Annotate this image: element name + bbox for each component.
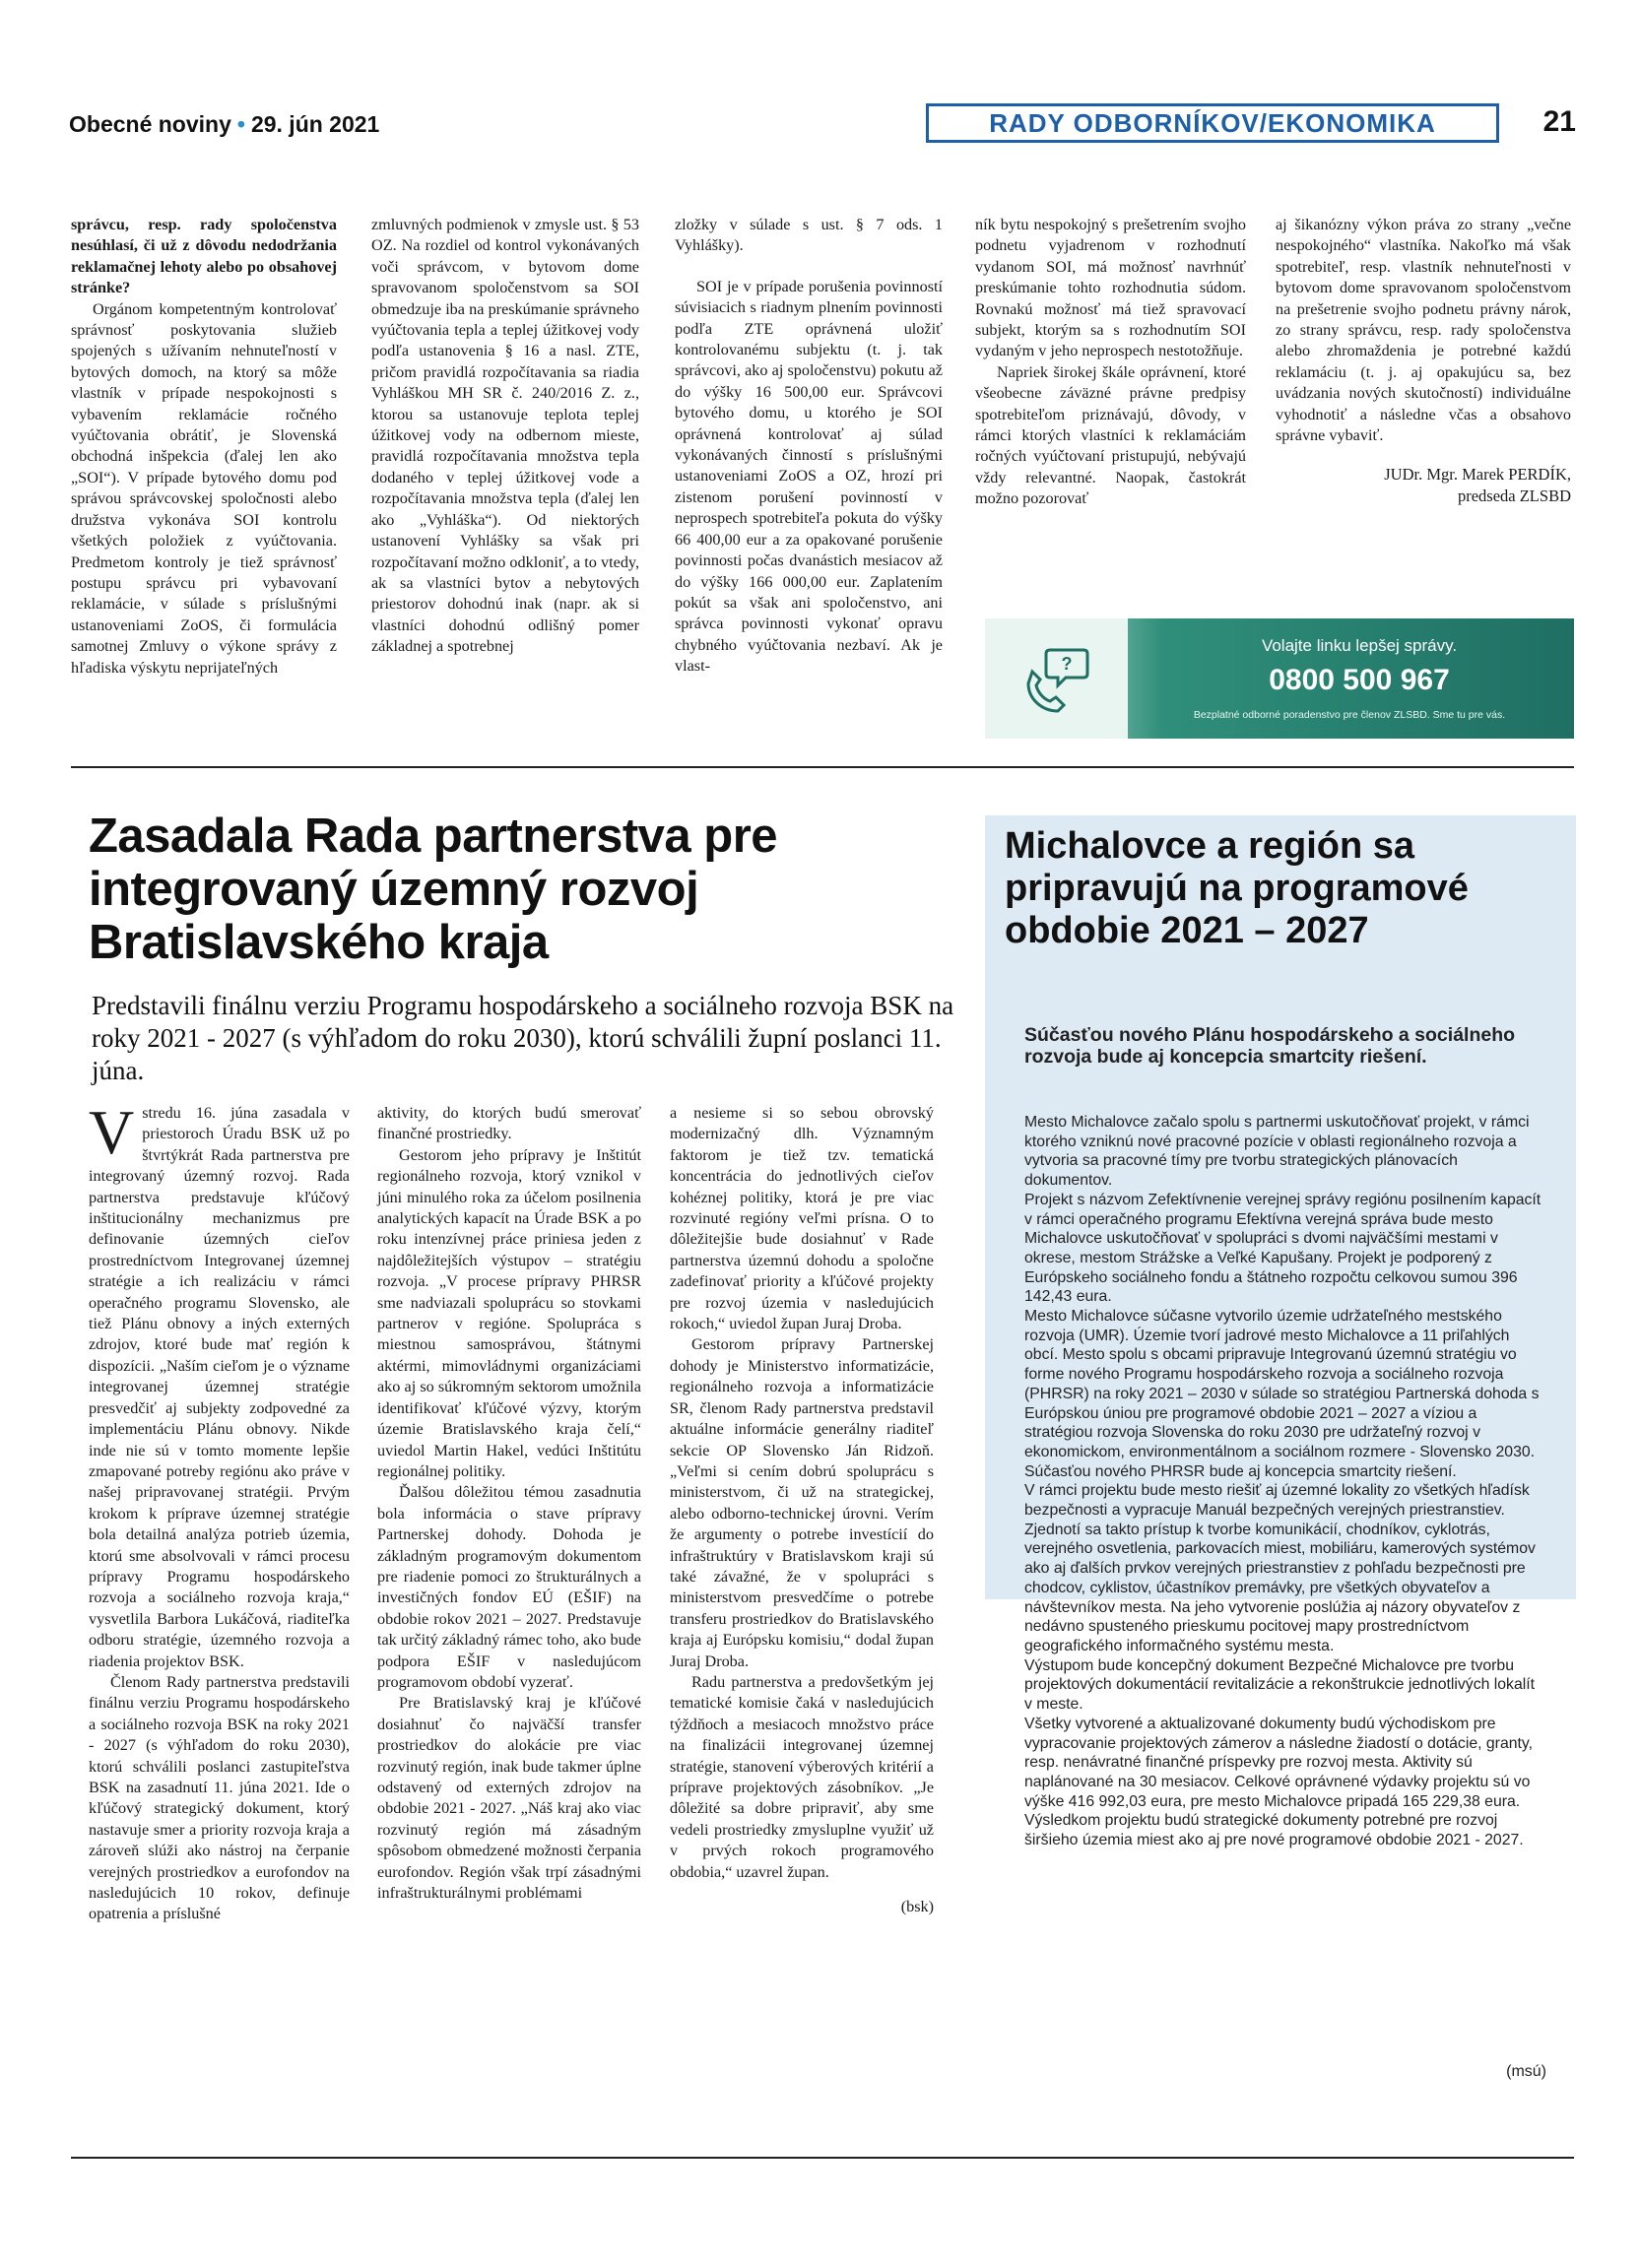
signature-name: JUDr. Mgr. Marek PERDÍK, [1384,465,1571,485]
paragraph: aktivity, do ktorých budú smerovať finančné prostriedky. [377,1104,641,1143]
paragraph: správcu, resp. rady spoločenstva nesúhlasí, či už z dôvodu nedodržania reklamačnej lehoty alebo po obsahovej stránke? [71,216,337,297]
paragraph: Gestorom prípravy Partnerskej dohody je Ministerstvo informatizácie, regionálneho rozvoja a informatizácie SR, členom Rady partnerstva predstavil aktuálne informácie generálny riaditeľ sekcie OP Slovensko Ján Ridzoň. „Veľmi si cením dobrú spoluprácu s ministerstvom, či už na strategickej, alebo odborno-technickej úrovni. Verím že argumenty o potrebe investícií do infraštruktúry v Bratislavskom kraji sú také závažné, že v spolupráci s ministerstvom presvedčíme o potrebe transferu prostriedkov do Bratislavského kraja aj Európsku komisiu,“ dodal župan Juraj Droba. [670,1335,934,1670]
paragraph: zmluvných podmienok v zmysle ust. § 53 OZ. Na rozdiel od kontrol vykonávaných voči správcom, v bytovom dome spravovanom spoločenstvom sa SOI obmedzuje iba na preskúmanie správneho vyúčtovania tepla a teplej úžitkovej vody podľa ustanovenia § 16 a nasl. ZTE, pričom pravidlá rozpočítavania sa riadia Vyhláškou MH SR č. 240/2016 Z. z., ktorou sa ustanovuje teplota teplej úžitkovej vody na odbernom mieste, pravidlá rozpočítavania množstva tepla dodaného v teplej úžitkovej vode a rozpočítavania množstva tepla (ďalej len ako „Vyhláška“). Od niektorých ustanovení Vyhlášky sa však pri rozpočítavaní možno odkloniť, a to vtedy, ak sa vlastníci bytov a nebytových priestorov dohodnú inak (napr. ak si vlastníci dohodnú odlišný pomer základnej a spotrebnej [371,216,639,656]
paragraph: Napriek širokej škále oprávnení, ktoré všeobecne záväzné právne predpisy spotrebiteľom priznávajú, dôvody, v rámci ktorých vlastníci k reklamáciám ročných vyúčtovaní pristupujú, nebývajú vždy relevantné. Naopak, častokrát možno pozorovať [975,362,1246,508]
sidebar-body [1024,1113,1546,1850]
paragraph: Výstupom bude koncepčný dokument Bezpečné Michalovce pre tvorbu projektových dokumentácií revitalizácie a rekonštrukcie jednotlivých lokalít v meste. [1024,1656,1536,1714]
section-divider [71,766,1574,768]
paragraph: a nesieme si so sebou obrovský modernizačný dlh. Významným faktorom je tiež tzv. tematická koncentrácia do jednotlivých cieľov kohéznej politiky, ktorá je pre viac rozvinuté regióny veľmi prísna. O to dôležitejšie bude dosiahnuť v Rade partnerstva územnú dohodu a spoločne zadefinovať priority a kľúčové projekty pre rozvoj územia v nasledujúcich rokoch,“ uviedol župan Juraj Droba. [670,1104,934,1333]
main-article-col-2 [377,1103,641,1904]
banner-note: Bezplatné odborné poradenstvo pre členov ZLSBD. Sme tu pre vás. [1193,709,1506,721]
paragraph: Projekt s názvom Zefektívnenie verejnej správy regiónu posilnením kapacít v rámci operačného programu Efektívna verejná správa bude mesto Michalovce uskutočňovať v spolupráci s dvomi najväčšími mestami v okrese, mestom Strážske a Veľké Kapušany. Projekt je podporený z Európskeho sociálneho fondu a štátneho rozpočtu celkovou sumou 396 142,43 eura. [1024,1191,1542,1306]
top-article-col-4 [975,215,1246,510]
bottom-divider [71,2157,1574,2159]
banner-tagline: Volajte linku lepšej správy. [1261,636,1458,655]
paragraph: Pre Bratislavský kraj je kľúčové dosiahnuť čo najväčší transfer prostriedkov do alokácie pre viac rozvinutý región, inak bude takmer úplne odstavený od externých zdrojov na obdobie 2021 - 2027. „Náš kraj ako viac rozvinutý región má zásadným spôsobom obmedzené možnosti čerpania eurofondov. Región však trpí zásadnými infraštrukturálnymi problémami [377,1694,641,1903]
paragraph: aj šikanózny výkon práva zo strany „večne nespokojného“ vlastníka. Nakoľko má však spotrebiteľ, resp. vlastník nehnuteľnosti v bytovom dome spravovanom spoločenstvom na prešetrenie svojho podnetu právny nárok, zo strany správcu, resp. rady spoločenstva alebo zhromaždenia je potrebné každú reklamáciu (t. j. aj opakujúcu sa, bez uvádzania nových skutočností) individuálne vyhodnotiť a následne včas a obsahovo správne vybaviť. [1276,216,1571,445]
top-article-col-2 [371,215,639,658]
top-article-col-3 [675,215,943,678]
top-article-col-1 [71,215,337,679]
phone-chat-icon [1015,640,1093,719]
bullet-dot-icon: • [236,111,245,137]
paragraph: V rámci projektu bude mesto riešiť aj územné lokality zo všetkých hľadísk bezpečnosti a vypracuje Manuál bezpečných verejných priestranstiev. Zjednotí sa takto prístup k tvorbe komunikácií, chodníkov, cyklotrás, verejného osvetlenia, parkovacích miest, mobiliáru, kamerových systémov ako aj ďalších prvkov verejných priestranstiev z pohľadu bezpečnosti pre chodcov, cyklistov, účastníkov premávky, pre všetkých obyvateľov a návštevníkov mesta. Na jeho vytvorenie poslúžia aj názory obyvateľov z nedávno spusteného prieskumu pocitovej mapy prostredníctvom geografického informačného systému mesta. [1024,1482,1536,1654]
paragraph: zložky v súlade s ust. § 7 ods. 1 Vyhlášky). [675,216,943,255]
main-lede: Predstavili finálnu verziu Programu hospodárskeho a sociálneho rozvoja BSK na roky 2021 - 2027 (s výhľadom do roku 2030), ktorú schválili župní poslanci 11. júna. [92,991,954,1085]
issue-date: 29. jún 2021 [250,111,380,137]
page-header [69,103,1576,143]
hotline-banner[interactable] [985,618,1574,739]
main-article-col-1 [89,1097,350,1925]
paragraph: Radu partnerstva a predovšetkým jej tematické komisie čaká v nasledujúcich týždňoch a mesiacoch množstvo práce na finalizácii integrovanej územnej stratégie, stanovení výberových kritérií a príprave projektových zásobníkov. „Je dôležité sa dobre pripraviť, aby sme vedeli prostriedky zmysluplne využiť už v prvých rokoch programového obdobia,“ uzavrel župan. [670,1672,934,1881]
section-label: RADY ODBORNÍKOV/EKONOMIKA [926,103,1499,143]
paragraph: Ďalšou dôležitou témou zasadnutia bola informácia o stave prípravy Partnerskej dohody. Dohoda je základným programovým dokumentom pre riadenie pomoci zo štrukturálnych a investičných fondov EÚ (EŠIF) na obdobie rokov 2021 – 2027. Predstavuje tak určitý základný rámec toho, ako bude podpora EŠIF v nasledujúcom programovom období vyzerať. [377,1483,641,1691]
paragraph: Orgánom kompetentným kontrolovať správnosť poskytovania služieb spojených s užívaním nehnuteľností v bytových domoch, na ktorý sa môže vlastník v prípade nespokojnosti s vybavením reklamácie ročného vyúčtovania obrátiť, je Slovenská obchodná inšpekcia (ďalej len ako „SOI“). V prípade bytového domu pod správou správcovskej spoločnosti alebo družstva vykonáva SOI kontrolu všetkých položiek z vyúčtovania. Predmetom kontroly je tiež správnosť postupu správcu pri vybavovaní reklamácie, v súlade s príslušnými ustanoveniami ZoOS, či formulácia samotnej Zmluvy o výkone správy z hľadiska výskytu neprijateľných [71,299,337,677]
sidebar-credit: (msú) [1506,2063,1546,2080]
paragraph: Všetky vytvorené a aktualizované dokumenty budú východiskom pre vypracovanie projektových zámerov a následne žiadostí o dotácie, granty, resp. nenávratné finančné príspevky pre rozvoj mesta. Aktivity sú naplánované na 30 mesiacov. Celkové oprávnené výdavky projektu sú vo výške 416 992,03 eura, pre mesto Michalovce pripadá 165 229,38 eura. [1024,1715,1534,1810]
sidebar-title: Michalovce a región sa pripravujú na programové obdobie 2021 – 2027 [1005,825,1469,951]
paragraph: Výsledkom projektu budú strategické dokumenty potrebné pre rozvoj širšieho územia miest ako aj pre nové programové obdobie 2021 - 2027. [1024,1812,1524,1849]
newspaper-name: Obecné noviny [69,111,231,137]
masthead [69,111,379,138]
page-number: 21 [1542,105,1576,138]
paragraph: Členom Rady partnerstva predstavili finálnu verziu Programu hospodárskeho a sociálneho rozvoja BSK na roky 2021 - 2027 (s výhľadom do roku 2030), ktorú schválili poslanci zastupiteľstva BSK na zasadnutí 11. júna 2021. Ide o kľúčový strategický dokument, ktorý nastavuje smer a priority rozvoja kraja a zároveň slúži ako nástroj na čerpanie verejných prostriedkov a eurofondov na nasledujúcich 10 rokov, definuje opatrenia a príslušné [89,1672,350,1923]
signature-role: predseda ZLSBD [1457,486,1571,506]
article-credit: (bsk) [900,1898,934,1916]
paragraph: Mesto Michalovce začalo spolu s partnermi uskutočňovať projekt, v rámci ktorého vzniknú nové pracovné pozície v oblasti regionálneho rozvoja a vytvoria sa pracovné tímy pre tvorbu strategických plánovacích dokumentov. [1024,1114,1530,1190]
main-article-col-3 [670,1103,934,1917]
svg-text:?: ? [1061,654,1073,674]
sidebar-subtitle: Súčasťou nového Plánu hospodárskeho a sociálneho rozvoja bude aj koncepcia smartcity riešení. [1024,1024,1516,1068]
main-headline: Zasadala Rada partnerstva pre integrovaný územný rozvoj Bratislavského kraja [89,810,778,969]
paragraph: ník bytu nespokojný s prešetrením svojho podnetu vyjadrenom v rozhodnutí vydanom SOI, má možnosť navrhnúť preskúmanie tohto rozhodnutia súdom. Rovnakú možnosť má tiež spravovací subjekt, ktorým sa s rozhodnutím SOI vydaným v jeho neprospech nestotožňuje. [975,216,1246,360]
top-article-col-5 [1276,215,1571,507]
paragraph: Mesto Michalovce súčasne vytvorilo územie udržateľného mestského rozvoja (UMR). Územie tvorí jadrové mesto Michalovce a 11 priľahlých obcí. Mesto spolu s obcami pripravuje Integrovanú územnú stratégiu vo forme nového Programu hospodárskeho rozvoja a sociálneho rozvoja (PHRSR) na roky 2021 – 2030 v súlade so stratégiou Partnerská dohoda s Európskou úniou pre programové obdobie 2021 – 2027 a víziou a stratégiou rozvoja Slovenska do roku 2030 pre udržateľný rozvoj v ekonomickom, environmentálnom a sociálnom rozmere - Slovensko 2030. Súčasťou nového PHRSR bude aj koncepcia smartcity riešení. [1024,1308,1540,1480]
banner-phone-number[interactable]: 0800 500 967 [1269,664,1450,696]
paragraph: SOI je v prípade porušenia povinností súvisiacich s riadnym plnením povinnosti podľa ZTE oprávnená uložiť kontrolovanému subjektu (t. j. tak správcovi, ako aj spoločenstvu) pokutu až do výšky 16 500,00 eur. Správcovi bytového domu, u ktorého je SOI oprávnená kontrolovať aj súlad vykonávaných činností s príslušnými ustanoveniami ZoOS a OZ, hrozí pri zistenom porušení povinností v neprospech spotrebiteľa pokuta do výšky 66 400,00 eur a za opakované porušenie povinnosti počas dvanástich mesiacov až do výšky 166 000,00 eur. Zaplatením pokút sa však ani spoločenstvo, ani správca povinnosti vykonať opravu chybného vyúčtovania nezbaví. Ak je vlast- [675,277,943,676]
paragraph: Vstredu 16. júna zasadala v priestoroch Úradu BSK už po štvrtýkrát Rada partnerstva pre integrovaný územný rozvoj. Rada partnerstva predstavuje kľúčový inštitucionálny mechanizmus pre definovanie územných cieľov prostredníctvom Integrovanej územnej stratégie a ich realizáciu v rámci operačného programu Slovensko, ale tiež Plánu obnovy a iných externých zdrojov, ktoré bude mať región k dispozícii. „Naším cieľom je o význame integrovanej územnej stratégie presvedčiť aj subjekty zodpovedné za implementáciu Plánu obnovy. Nikde inde nie sú v tomto momente lepšie zmapované potreby regiónu ako práve v našej pripravovanej stratégii. Prvým krokom k príprave územnej stratégie bola detailná analýza potrieb územia, ktorú sme absolvovali v rámci procesu prípravy Programu hospodárskeho rozvoja a sociálneho rozvoja kraja,“ vysvetlila Barbora Lukáčová, riaditeľka odboru stratégie, územného rozvoja a riadenia projektov BSK. [89,1097,350,1670]
drop-cap: V [89,1097,135,1167]
banner-icon-box [985,618,1128,739]
paragraph: Gestorom jeho prípravy je Inštitút regionálneho rozvoja, ktorý vznikol v júni minulého roka za účelom posilnenia analytických kapacít na Úrade BSK a po roku intenzívnej práce priniesa jeden z najdôležitejších výstupov – stratégiu rozvoja. „V procese prípravy PHRSR sme nadviazali spoluprácu so stovkami partnerov v regióne. Spolupráca s miestnou samosprávou, štátnymi aktérmi, mimovládnymi organizáciami ako aj so súkromným sektorom umožnila identifikovať kľúčové výzvy, ktorým územie Bratislavského kraja čelí,“ uviedol Martin Hakel, vedúci Inštitútu regionálnej politiky. [377,1145,641,1480]
signature [1276,464,1571,507]
